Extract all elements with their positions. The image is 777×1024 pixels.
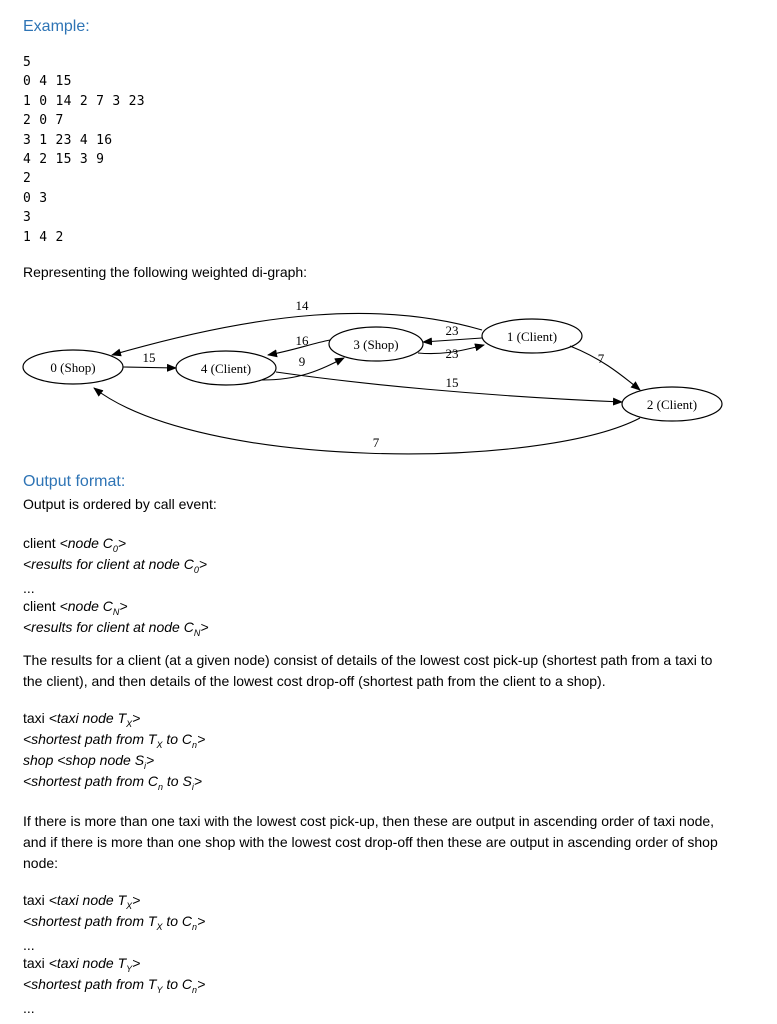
ellipsis-3: ... (23, 1000, 35, 1016)
example-input-line: 2 0 7 (23, 113, 64, 129)
edge-2-to-0 (94, 388, 640, 454)
weighted-digraph (0, 0, 777, 470)
edge-label-3-1: 23 (445, 346, 459, 361)
node-0-label: 0 (Shop) (50, 360, 96, 375)
output-format-intro: Output is ordered by call event: (23, 496, 217, 512)
edge-1-to-2 (570, 346, 640, 390)
graph-node-2 (622, 387, 722, 421)
edge-label-3-4: 16 (295, 333, 309, 348)
example-input-line: 1 4 2 (23, 229, 64, 245)
edge-label-0-4: 15 (142, 350, 156, 365)
graph-node-4 (176, 351, 276, 385)
ellipsis-2: ... (23, 937, 35, 953)
client-cn-line: client <node $C_N>$ (23, 598, 128, 617)
graph-node-0 (23, 350, 123, 384)
taxi-ty-line: taxi <taxi node $T_Y>$ (23, 955, 141, 974)
path-tx-cn-line: <shortest path from $T_X$ to $C_n>$ (23, 731, 206, 750)
edge-0-to-4 (123, 367, 176, 368)
results-cn-line: <results for client at node $C_N>$ (23, 619, 209, 638)
node-4-label: 4 (Client) (200, 361, 252, 376)
ellipsis-1: ... (23, 580, 35, 596)
path-cn-si-line: <shortest path from $C_n$ to $S_i>$ (23, 773, 203, 792)
ordering-description: If there is more than one taxi with the lowest cost pick-up, then these are output in ascending order of taxi node, and if there is more than one shop with the lowest cost drop-off then these are output in ascending order of shop node: (23, 813, 718, 871)
example-input-line: 3 1 23 4 16 (23, 132, 113, 148)
example-input-line: 4 2 15 3 9 (23, 152, 105, 167)
example-input-line: 5 (23, 55, 32, 70)
graph-node-1 (482, 319, 582, 353)
taxi-tx-line: taxi <taxi node $T_X>$ (23, 710, 141, 729)
node-3-label: 3 (Shop) (353, 337, 399, 352)
path-ty-cn-line: <shortest path from $T_Y$ to $C_n>$ (23, 976, 206, 995)
client-c0-line: client <node $C_0>$ (23, 535, 127, 554)
edge-label-4-3: 9 (298, 354, 306, 369)
node-1-label: 1 (Client) (506, 329, 558, 344)
example-heading: Example: (23, 18, 90, 35)
node-2-label: 2 (Client) (646, 397, 698, 412)
results-description: The results for a client (at a given node) consist of details of the lowest cost pick-up (shortest path from a taxi to the client), and then details of the lowest cost drop-off (shortest path from the client to a shop). (23, 652, 713, 689)
example-input-line: 0 4 15 (23, 74, 72, 90)
graph-node-3 (329, 327, 423, 361)
edge-1-to-3 (423, 338, 482, 342)
example-input-line: 2 (23, 171, 32, 187)
output-format-heading: Output format: (23, 473, 126, 490)
example-input-line: 1 0 14 2 7 3 23 (23, 93, 145, 109)
edge-label-1-0: 14 (295, 298, 309, 313)
shop-si-line: shop <shop node $S_i>$ (23, 752, 155, 771)
edge-label-1-3: 23 (445, 323, 459, 338)
edge-label-4-2: 15 (445, 375, 459, 390)
results-c0-line: <results for client at node $C_0>$ (23, 556, 208, 575)
taxi-tx-line-2: taxi <taxi node $T_X>$ (23, 892, 141, 911)
edge-label-1-2: 7 (597, 351, 605, 366)
example-input-line: 3 (23, 210, 32, 226)
edge-label-2-0: 7 (372, 435, 380, 450)
example-input-line: 0 3 (23, 190, 48, 206)
path-tx-cn-line-2: <shortest path from $T_X$ to $C_n>$ (23, 913, 206, 932)
graph-caption: Representing the following weighted di-graph: (23, 264, 308, 280)
